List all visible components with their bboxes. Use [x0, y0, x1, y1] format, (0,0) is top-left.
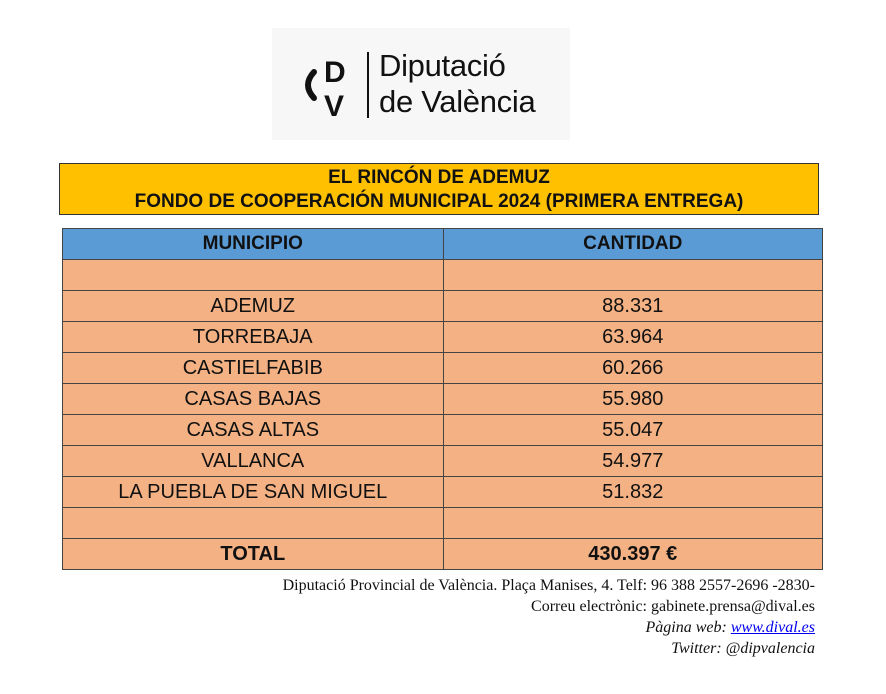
cell-cantidad [443, 508, 822, 539]
cell-cantidad: 63.964 [443, 322, 822, 353]
table-row [63, 415, 823, 446]
title-line-1: EL RINCÓN DE ADEMUZ [328, 167, 550, 188]
total-row [63, 539, 823, 570]
footer-web [283, 617, 815, 638]
website-link[interactable]: www.dival.es [730, 619, 815, 636]
cell-cantidad: 51.832 [443, 477, 822, 508]
title-line-2: FONDO DE COOPERACIÓN MUNICIPAL 2024 (PRIMERA ENTREGA) [134, 191, 744, 212]
cell-municipio: TORREBAJA [63, 322, 444, 353]
footer-email: Correu electrònic: gabinete.prensa@dival.es [531, 598, 815, 615]
table-row [63, 260, 823, 291]
contact-footer [283, 575, 815, 659]
cell-municipio: CASAS BAJAS [63, 384, 444, 415]
table-row [63, 384, 823, 415]
logo-letter-d: D [324, 56, 346, 89]
table-row [63, 446, 823, 477]
table-row [63, 353, 823, 384]
logo-line-1: Diputació [379, 48, 506, 83]
footer-twitter: Twitter: @dipvalencia [671, 640, 815, 657]
cell-cantidad: 55.047 [443, 415, 822, 446]
table-row [63, 508, 823, 539]
total-label: TOTAL [63, 539, 444, 570]
cell-municipio: LA PUEBLA DE SAN MIGUEL [63, 477, 444, 508]
cell-municipio [63, 260, 444, 291]
cell-municipio: CASTIELFABIB [63, 353, 444, 384]
cell-cantidad: 55.980 [443, 384, 822, 415]
column-header-municipio: MUNICIPIO [63, 229, 444, 260]
footer-web-label: Pàgina web: [645, 619, 731, 636]
cell-cantidad: 88.331 [443, 291, 822, 322]
logo-text [379, 48, 535, 120]
table-header-row [63, 229, 823, 260]
municipality-table [62, 228, 823, 570]
column-header-cantidad: CANTIDAD [443, 229, 822, 260]
cell-municipio: CASAS ALTAS [63, 415, 444, 446]
cell-cantidad [443, 260, 822, 291]
total-value: 430.397 € [443, 539, 822, 570]
dv-logo-mark [300, 50, 360, 120]
logo-divider [367, 52, 369, 118]
footer-address: Diputació Provincial de València. Plaça Manises, 4. Telf: 96 388 2557-2696 -2830- [282, 577, 815, 594]
cell-cantidad: 54.977 [443, 446, 822, 477]
logo-letter-v: V [324, 90, 345, 120]
cell-municipio [63, 508, 444, 539]
cell-cantidad: 60.266 [443, 353, 822, 384]
logo-line-2: de València [379, 84, 536, 119]
diputacio-logo [272, 28, 570, 140]
cell-municipio: VALLANCA [63, 446, 444, 477]
table-row [63, 322, 823, 353]
table-row [63, 477, 823, 508]
document-title [59, 163, 819, 215]
cell-municipio: ADEMUZ [63, 291, 444, 322]
table-row [63, 291, 823, 322]
